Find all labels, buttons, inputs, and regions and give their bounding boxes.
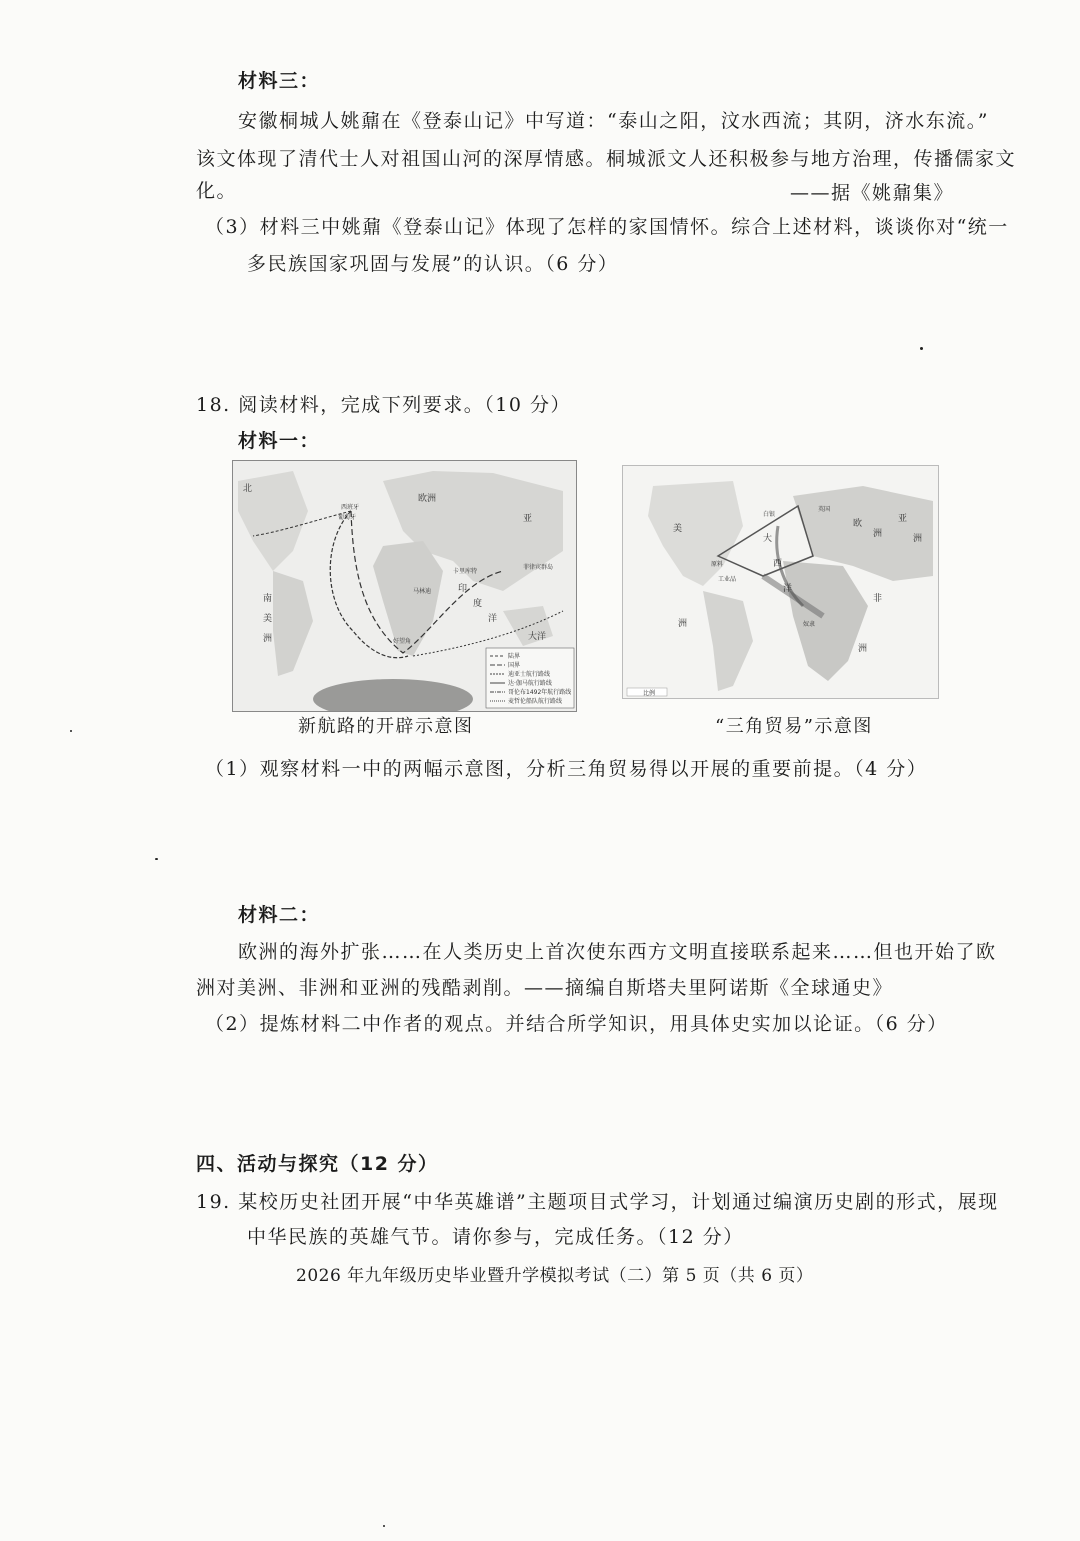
q18-sub2: （2）提炼材料二中作者的观点。并结合所学知识，用具体史实加以论证。（6 分） [205,1013,948,1035]
material3-line2: 该文体现了清代士人对祖国山河的深厚情感。桐城派文人还积极参与地方治理，传播儒家文 [196,148,1017,170]
map2-label-asia-2: 洲 [913,534,923,544]
map2-label-africa-1: 非 [873,594,883,604]
map1-legend-6: 麦哲伦船队航行路线 [508,698,563,705]
q18-stem: 18. 阅读材料，完成下列要求。（10 分） [196,394,571,416]
map2-label-europe-1: 欧 [853,519,863,529]
q19-line2: 中华民族的英雄气节。请你参与，完成任务。（12 分） [247,1226,744,1248]
map1-label-north: 北 [243,484,253,494]
scan-speck [70,730,72,732]
map1-label-asia: 亚 [523,514,533,524]
material3-source: ——据《姚鼐集》 [790,182,955,204]
map2-label-scale: 比例 [643,690,656,697]
q19-line1: 19. 某校历史社团开展“中华英雄谱”主题项目式学习，计划通过编演历史剧的形式，展现 [196,1191,999,1213]
map1-legend-1: 陆界 [508,653,521,660]
map1-label-south: 南 [263,594,273,604]
map2-label-america-1: 美 [673,524,683,534]
map1-label-portugal: 葡萄牙 [338,514,357,521]
map2-label-atlantic-1: 大 [763,534,773,544]
map1-label-america-1: 美 [263,614,273,624]
map1-legend-5: 哥伦布1492年航行路线 [508,689,572,696]
material3-line3: 化。 [196,180,238,202]
material2-line2: 洲对美洲、非洲和亚洲的残酷剥削。——摘编自斯塔夫里阿诺斯《全球通史》 [196,977,894,999]
map1-caption: 新航路的开辟示意图 [298,716,474,737]
map2-label-raw: 原料 [711,561,724,568]
material3-heading: 材料三： [238,70,321,92]
material3-line1: 安徽桐城人姚鼐在《登泰山记》中写道：“泰山之阳，汶水西流；其阴，济水东流。” [238,110,989,132]
map2-label-america-2: 洲 [678,619,688,629]
map2-caption: “三角贸易”示意图 [715,716,873,737]
map2-label-goods: 工业品 [718,576,737,583]
map1-label-cape: 好望角 [393,638,412,645]
map1-label-spain: 西班牙 [341,504,360,511]
section4-heading: 四、活动与探究（12 分） [196,1153,439,1175]
map2-label-britain: 英国 [818,506,831,513]
map2-label-asia-1: 亚 [898,514,908,524]
map2-label-atlantic-2: 西 [773,559,783,569]
map2-label-africa-2: 洲 [858,644,868,654]
map1-label-europe: 欧洲 [418,494,437,504]
map2-label-slaves: 奴隶 [803,621,816,628]
material1-heading: 材料一： [238,430,321,452]
map1-label-ocean: 大洋 [528,632,547,642]
map1-legend-2: 国界 [508,662,521,669]
map2-label-silver: 白银 [763,511,776,518]
new-sea-routes-map [232,460,577,712]
triangle-trade-map [622,465,939,699]
scan-speck [920,347,923,350]
map1-label-indian-2: 度 [473,599,483,609]
map1-label-indian-3: 洋 [488,614,498,624]
q18-sub1: （1）观察材料一中的两幅示意图，分析三角贸易得以开展的重要前提。（4 分） [205,758,928,780]
map1-label-philippines: 菲律宾群岛 [523,564,554,571]
map1-label-malindi: 马林迪 [413,588,432,595]
q17-sub3-line2: 多民族国家巩固与发展”的认识。（6 分） [247,253,619,275]
map1-legend-3: 迪亚士航行路线 [508,671,551,678]
map1-label-america-2: 洲 [263,634,273,644]
map1-label-indian-1: 印 [458,584,468,594]
scan-speck [155,858,158,860]
page-footer: 2026 年九年级历史毕业暨升学模拟考试（二）第 5 页（共 6 页） [296,1266,814,1286]
scan-speck [383,1525,385,1527]
q17-sub3-line1: （3）材料三中姚鼐《登泰山记》体现了怎样的家国情怀。综合上述材料，谈谈你对“统一 [205,216,1009,238]
map2-label-europe-2: 洲 [873,529,883,539]
material2-line1: 欧洲的海外扩张……在人类历史上首次使东西方文明直接联系起来……但也开始了欧 [238,941,997,963]
material2-heading: 材料二： [238,904,321,926]
map1-label-calicut: 卡里库特 [453,568,478,575]
map2-label-atlantic-3: 洋 [783,584,793,594]
map1-legend-4: 达·伽马航行路线 [508,680,552,687]
